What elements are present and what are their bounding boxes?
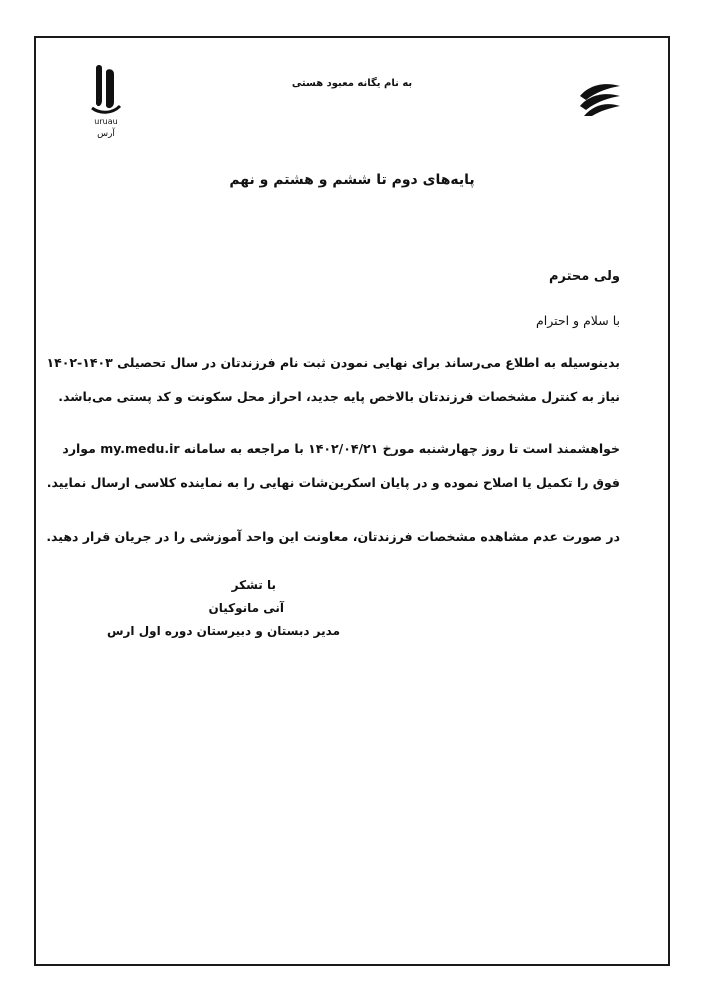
paragraph-line: خواهشمند است تا روز چهارشنبه مورخ ۱۴۰۲/۰۴/۲۱ با مراجعه به سامانه my.medu.ir موارد (62, 441, 620, 456)
paragraph-contact (46, 520, 620, 554)
paragraph-registration (46, 346, 620, 414)
paragraph-line: بدینوسیله به اطلاع می‌رساند برای نهایی نمودن ثبت نام فرزندتان در سال تحصیلی ۱۴۰۳-۱۴۰۲ (46, 355, 620, 370)
letter-frame (34, 36, 670, 966)
letter-document (36, 38, 668, 964)
school-logo (88, 62, 124, 142)
letter-title: پایه‌های دوم تا ششم و هشتم و نهم (229, 172, 475, 188)
paragraph-line: نیاز به کنترل مشخصات فرزندتان بالاخص پایه جدید، احراز محل سکونت و کد پستی می‌باشد. (58, 389, 620, 404)
signature-role: مدیر دبستان و دبیرستان دوره اول ارس (106, 624, 340, 638)
paragraph-deadline (46, 432, 620, 500)
salutation: ولی محترم (549, 269, 620, 284)
svg-text:uruau: uruau (94, 117, 118, 126)
greeting: با سلام و احترام (536, 313, 620, 328)
paragraph-line: فوق را تکمیل یا اصلاح نموده و در پایان اسکرین‌شات نهایی را به نماینده کلاسی ارسال نمایید. (46, 475, 620, 490)
signature-block (100, 574, 340, 643)
signature-name: آنی مانوکیان (208, 601, 284, 615)
paragraph-line: در صورت عدم مشاهده مشخصات فرزندتان، معاونت این واحد آموزشی را در جریان قرار دهید. (46, 529, 620, 544)
svg-text:آرس: آرس (97, 129, 115, 139)
basmala-header: به نام یگانه معبود هستی (291, 78, 413, 89)
signature-closing: با تشکر (231, 578, 276, 592)
